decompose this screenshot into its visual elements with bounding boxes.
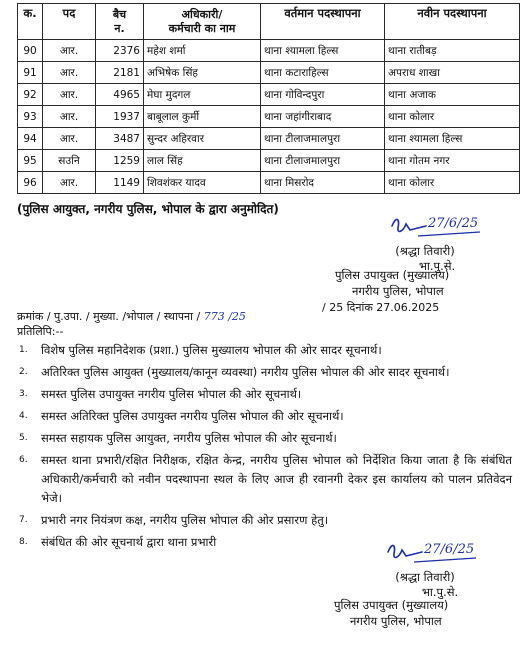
list-item-number: 3.: [19, 389, 28, 399]
list-item-text: समस्त सहायक पुलिस आयुक्त, नगरीय पुलिस भोपाल की ओर सूचनार्थ।: [41, 431, 337, 445]
table-row: [18, 128, 520, 150]
header-name-line2: कर्मचारी का नाम: [168, 21, 236, 35]
signature-date-top: 27/6/25: [428, 216, 479, 231]
cell-serial: 92: [18, 84, 43, 106]
cell-batch: 3487: [96, 128, 144, 150]
cell-serial: 96: [18, 172, 43, 194]
header-batch-line2: न.: [114, 21, 125, 35]
cell-batch: 2376: [96, 40, 144, 62]
cell-current: थाना जहांगीराबाद: [261, 106, 385, 128]
signatory-service-top: भा.पु.से.: [418, 259, 456, 273]
header-serial: क.: [18, 4, 43, 40]
list-item-number: 8.: [19, 537, 28, 547]
cell-current: थाना कटाराहिल्स: [261, 62, 385, 84]
cell-serial: 91: [18, 62, 43, 84]
header-current-posting: वर्तमान पदस्थापना: [261, 4, 385, 40]
handwritten-signature-top: [340, 210, 510, 244]
list-item-number: 1.: [19, 345, 28, 355]
cell-rank: आर.: [43, 106, 96, 128]
order-date: / 25 दिनांक 27.06.2025: [322, 301, 440, 314]
list-item-number: 6.: [19, 455, 28, 465]
cell-new: थाना गोतम नगर: [385, 150, 520, 172]
cell-batch: 1149: [96, 172, 144, 194]
cell-new: थाना श्यामला हिल्स: [385, 128, 520, 150]
memo-reference-label: क्रमांक / पु.उपा. / मुख्या. /भोपाल / स्थापना /: [17, 310, 201, 323]
cell-new: थाना कोलार: [385, 106, 520, 128]
cell-serial: 90: [18, 40, 43, 62]
list-item-text: समस्त पुलिस उपायुक्त नगरीय पुलिस भोपाल की ओर सूचनार्थ।: [41, 387, 302, 401]
list-item-number: 4.: [19, 411, 28, 421]
header-officer-name: [144, 4, 261, 40]
list-item-number: 2.: [19, 367, 28, 377]
cell-batch: 1259: [96, 150, 144, 172]
cell-current: थाना श्यामला हिल्स: [261, 40, 385, 62]
cell-rank: आर.: [43, 172, 96, 194]
cell-new: थाना अजाक: [385, 84, 520, 106]
signatory-org-top: नगरीय पुलिस, भोपाल: [352, 284, 444, 298]
header-batch-line1: बैच: [112, 7, 127, 21]
list-item: [17, 407, 512, 426]
header-name-line1: अधिकारी/: [181, 7, 223, 21]
table-row: [18, 172, 520, 194]
list-item-text: समस्त थाना प्रभारी/रक्षित निरीक्षक, रक्षित केन्द्र, नगरीय पुलिस भोपाल को निर्देशित किया जाता है कि संबंधित अधिकारी/कर्मचारी को नवीन पदस्थापना स्थल के लिए आज ही रवानगी देकर इस कार्यालय को पालन प्रतिवेदन भेजे।: [41, 453, 512, 505]
header-batch: [96, 4, 144, 40]
cell-name: महेश शर्मा: [144, 40, 261, 62]
signatory-org-bottom: नगरीय पुलिस, भोपाल: [350, 614, 442, 628]
list-item-number: 5.: [19, 433, 28, 443]
cell-batch: 2181: [96, 62, 144, 84]
cell-batch: 4965: [96, 84, 144, 106]
table-row: [18, 150, 520, 172]
cell-rank: सउनि: [43, 150, 96, 172]
list-item: [17, 341, 512, 360]
table-row: [18, 62, 520, 84]
cell-name: बाबूलाल कुर्मी: [144, 106, 261, 128]
table-row: [18, 106, 520, 128]
posting-table: [17, 3, 520, 194]
cell-batch: 1937: [96, 106, 144, 128]
cell-current: थाना मिसरोद: [261, 172, 385, 194]
handwritten-signature-bottom: [340, 536, 510, 570]
cell-name: शिवशंकर यादव: [144, 172, 261, 194]
header-rank: पद: [43, 4, 96, 40]
cell-new: थाना कोलार: [385, 172, 520, 194]
signatory-name-top: (श्रद्धा तिवारी): [395, 244, 455, 258]
signature-date-bottom: 27/6/25: [424, 542, 475, 557]
list-item: [17, 363, 512, 382]
signature-block-bottom: [340, 536, 510, 600]
cell-serial: 95: [18, 150, 43, 172]
cell-current: थाना टीलाजमालपुरा: [261, 128, 385, 150]
list-item-text: अतिरिक्त पुलिस आयुक्त (मुख्यालय/कानून व्यवस्था) नगरीय पुलिस भोपाल की ओर सादर सूचनार्थ।: [41, 365, 450, 379]
cell-new: अपराध शाखा: [385, 62, 520, 84]
cell-current: थाना गोविन्दपुरा: [261, 84, 385, 106]
signatory-name-bottom: (श्रद्धा तिवारी): [395, 570, 455, 584]
table-header-row: [18, 4, 520, 40]
cell-new: थाना रातीबड़: [385, 40, 520, 62]
cell-rank: आर.: [43, 128, 96, 150]
cell-serial: 94: [18, 128, 43, 150]
list-item: [17, 429, 512, 448]
cell-rank: आर.: [43, 40, 96, 62]
memo-reference-number: 773 /25: [203, 310, 246, 323]
cell-rank: आर.: [43, 62, 96, 84]
signatory-service-bottom: भा.पु.से.: [421, 585, 459, 599]
cell-rank: आर.: [43, 84, 96, 106]
list-item-text: समस्त अतिरिक्त पुलिस उपायुक्त नगरीय पुलिस भोपाल की ओर सूचनार्थ।: [41, 409, 344, 423]
distribution-list: [17, 341, 512, 555]
list-item: [17, 385, 512, 404]
signatory-title-top: पुलिस उपायुक्त (मुख्यालय): [335, 268, 450, 282]
list-item-number: 7.: [19, 515, 28, 525]
list-item: [17, 511, 512, 530]
approval-note: (पुलिस आयुक्त, नगरीय पुलिस, भोपाल के द्वारा अनुमोदित): [17, 202, 279, 216]
cell-name: सुन्दर अहिरवार: [144, 128, 261, 150]
list-item-text: विशेष पुलिस महानिदेशक (प्रशा.) पुलिस मुख्यालय भोपाल की ओर सादर सूचनार्थ।: [41, 343, 382, 357]
cell-name: लाल सिंह: [144, 150, 261, 172]
cell-name: मेघा मुदगल: [144, 84, 261, 106]
cell-serial: 93: [18, 106, 43, 128]
memo-reference: [17, 309, 246, 324]
cell-name: अभिषेक सिंह: [144, 62, 261, 84]
list-item: [17, 451, 512, 508]
header-new-posting: नवीन पदस्थापना: [385, 4, 520, 40]
table-row: [18, 84, 520, 106]
cell-current: थाना टीलाजमालपुरा: [261, 150, 385, 172]
list-item-text: प्रभारी नगर नियंत्रण कक्ष, नगरीय पुलिस भोपाल की ओर प्रसारण हेतु।: [41, 513, 329, 527]
signatory-title-bottom: पुलिस उपायुक्त (मुख्यालय): [334, 598, 449, 612]
signature-block-top: [340, 210, 510, 274]
copy-to-label: प्रतिलिपि:--: [17, 325, 64, 338]
table-row: [18, 40, 520, 62]
list-item-text: संबंधित की ओर सूचनार्थ द्वारा थाना प्रभारी: [41, 535, 217, 549]
